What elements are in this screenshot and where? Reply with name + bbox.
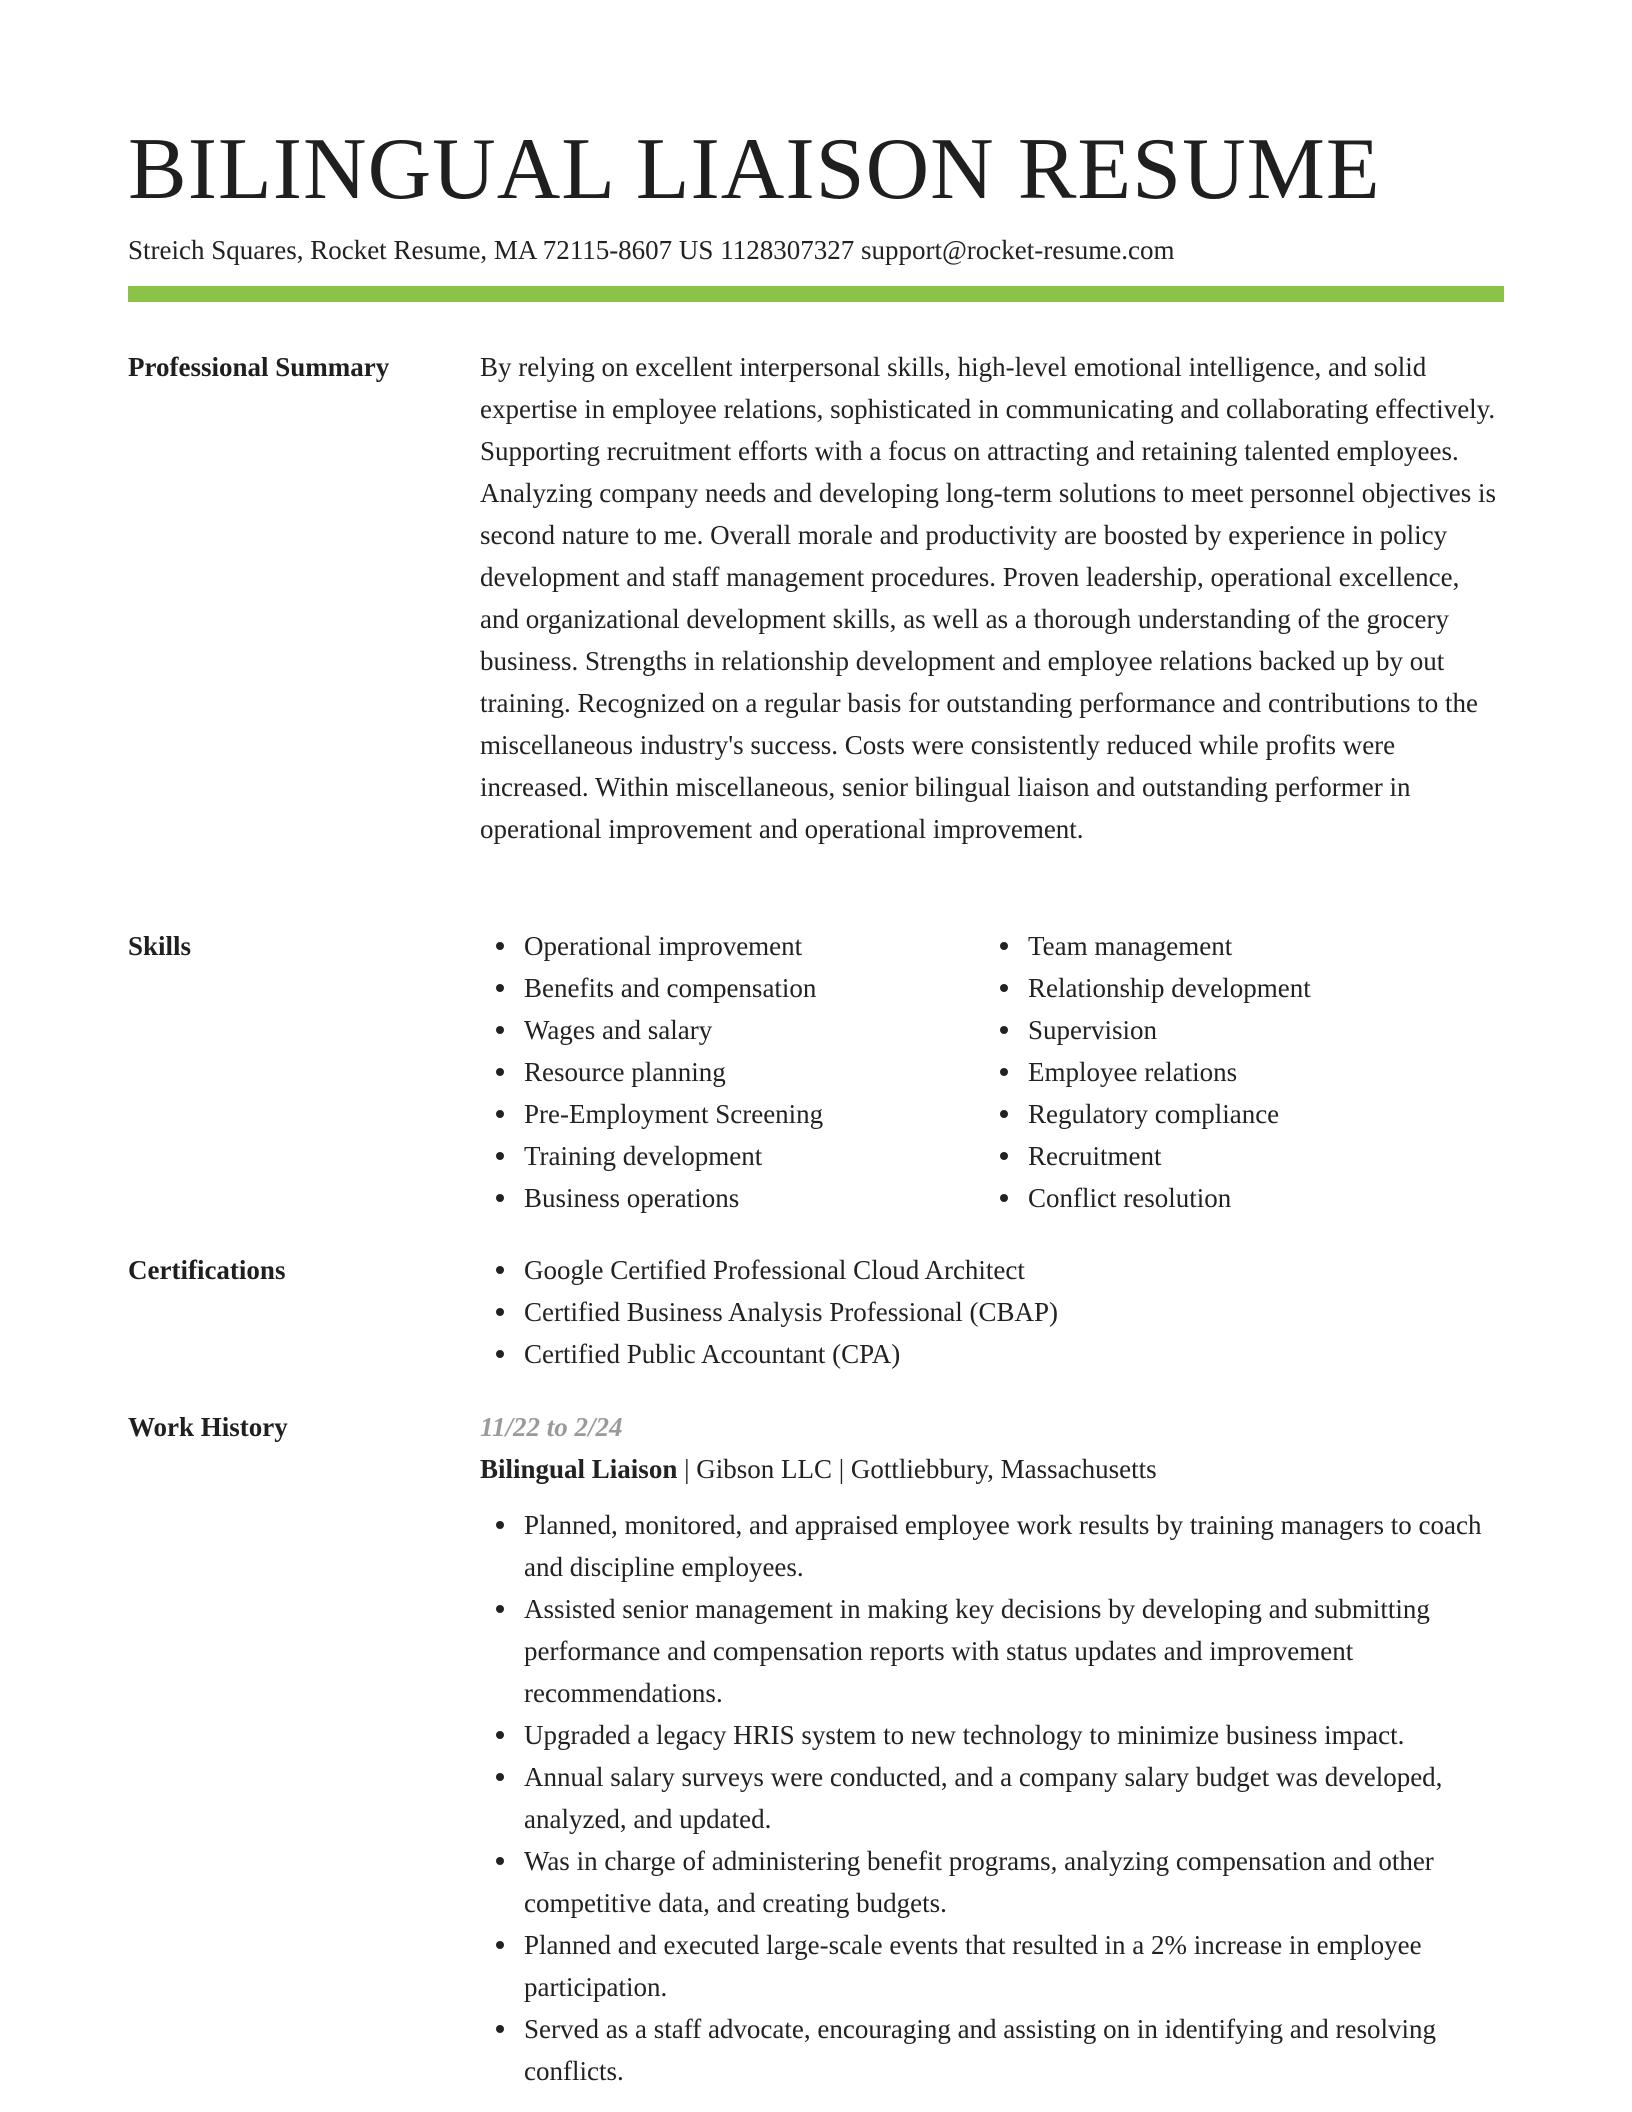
job-duty-item: Planned and executed large-scale events that resulted in a 2% increase in employee participation.	[524, 1924, 1504, 2008]
job-header	[480, 1448, 1504, 1490]
job-duty-item: Planned, monitored, and appraised employee work results by training managers to coach and discipline employees.	[524, 1504, 1504, 1588]
certification-item: Certified Public Accountant (CPA)	[524, 1333, 1504, 1375]
job-title: Bilingual Liaison	[480, 1454, 678, 1484]
skills-list-right	[984, 925, 1488, 1219]
job-duties-list	[480, 1504, 1504, 2092]
skill-item: Team management	[1028, 925, 1488, 967]
skill-item: Employee relations	[1028, 1051, 1488, 1093]
skill-item: Supervision	[1028, 1009, 1488, 1051]
skill-item: Pre-Employment Screening	[524, 1093, 984, 1135]
contact-info: Streich Squares, Rocket Resume, MA 72115-8607 US 1128307327 support@rocket-resume.com	[128, 235, 1175, 265]
work-history-label: Work History	[128, 1412, 288, 1442]
job-duty-item: Assisted senior management in making key decisions by developing and submitting performance and compensation reports with status updates and improvement recommendations.	[524, 1588, 1504, 1714]
resume-title: BILINGUAL LIAISON RESUME	[128, 121, 1381, 218]
summary-text: By relying on excellent interpersonal skills, high-level emotional intelligence, and solid expertise in employee relations, sophisticated in communicating and collaborating effectively. Supporting recruitment efforts with a focus on attracting and retaining talented employees. Analyzing company needs and developing long-term solutions to meet personnel objectives is second nature to me. Overall morale and productivity are boosted by experience in policy development and staff management procedures. Proven leadership, operational excellence, and organizational development skills, as well as a thorough understanding of the grocery business. Strengths in relationship development and employee relations backed up by out training. Recognized on a regular basis for outstanding performance and contributions to the miscellaneous industry's success. Costs were consistently reduced while profits were increased. Within miscellaneous, senior bilingual liaison and outstanding performer in operational improvement and operational improvement.	[480, 352, 1497, 844]
job-duty-item: Annual salary surveys were conducted, and a company salary budget was developed, analyzed, and updated.	[524, 1756, 1504, 1840]
skills-list-left	[480, 925, 984, 1219]
skill-item: Resource planning	[524, 1051, 984, 1093]
job-duty-item: Upgraded a legacy HRIS system to new technology to minimize business impact.	[524, 1714, 1504, 1756]
certification-item: Certified Business Analysis Professional (CBAP)	[524, 1291, 1504, 1333]
skill-item: Relationship development	[1028, 967, 1488, 1009]
job-duty-item: Was in charge of administering benefit programs, analyzing compensation and other competitive data, and creating budgets.	[524, 1840, 1504, 1924]
skill-item: Conflict resolution	[1028, 1177, 1488, 1219]
certification-item: Google Certified Professional Cloud Architect	[524, 1249, 1504, 1291]
job-duty-item: Served as a staff advocate, encouraging and assisting on in identifying and resolving conflicts.	[524, 2008, 1504, 2092]
certifications-list	[480, 1249, 1504, 1375]
job-employer-location: | Gibson LLC | Gottliebbury, Massachusetts	[677, 1454, 1157, 1484]
skills-label: Skills	[128, 931, 192, 961]
skill-item: Wages and salary	[524, 1009, 984, 1051]
skill-item: Training development	[524, 1135, 984, 1177]
header-divider	[128, 286, 1504, 302]
skill-item: Benefits and compensation	[524, 967, 984, 1009]
job-dates: 11/22 to 2/24	[480, 1412, 623, 1442]
certifications-label: Certifications	[128, 1255, 286, 1285]
skill-item: Operational improvement	[524, 925, 984, 967]
skill-item: Business operations	[524, 1177, 984, 1219]
summary-label: Professional Summary	[128, 352, 390, 382]
skill-item: Regulatory compliance	[1028, 1093, 1488, 1135]
skill-item: Recruitment	[1028, 1135, 1488, 1177]
